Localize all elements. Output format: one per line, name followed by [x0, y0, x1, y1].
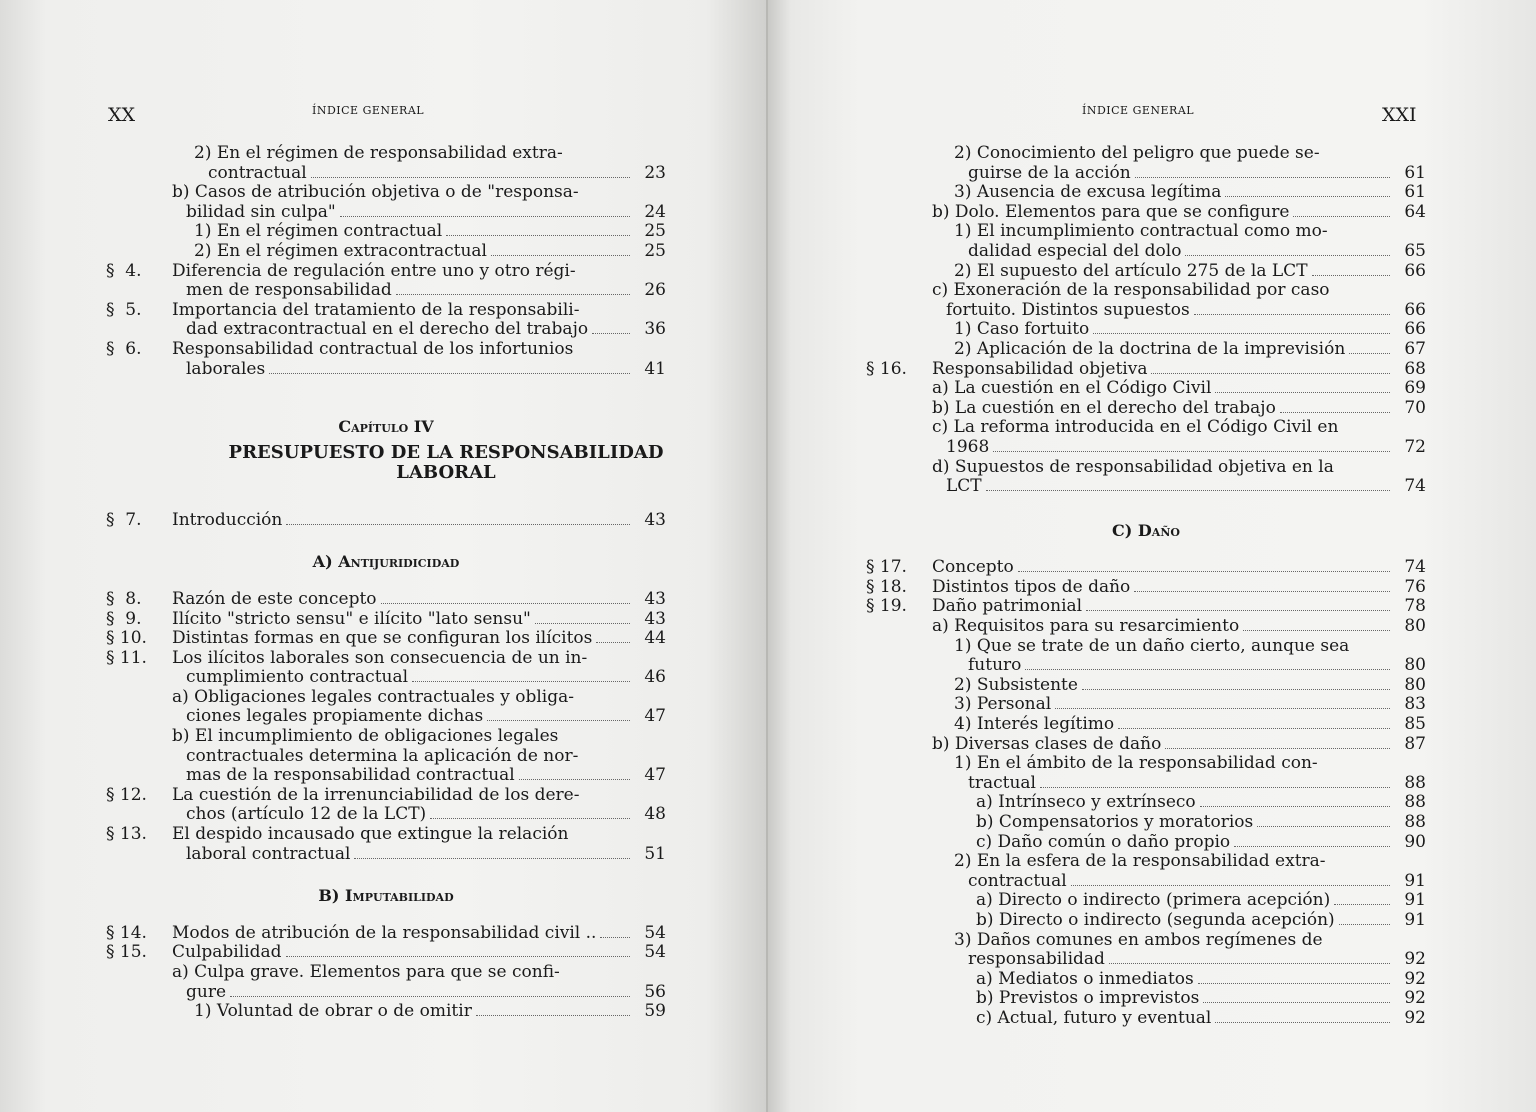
dot-leader: [1151, 373, 1390, 374]
toc-group: [106, 924, 666, 1022]
page-ref: 46: [644, 667, 666, 688]
section-number: § 12.: [106, 784, 147, 805]
page-ref: 54: [644, 942, 666, 963]
dot-leader: [993, 451, 1390, 452]
right-page: [768, 0, 1536, 1112]
page-ref: 65: [1404, 240, 1426, 261]
entry-text: El despido incausado que extingue la relación: [172, 824, 569, 845]
entry-text: ciones legales propiamente dichas: [186, 706, 484, 727]
entry-text: Introducción: [172, 509, 283, 530]
entry-text: gure: [186, 981, 227, 1002]
dot-leader: [476, 1015, 630, 1016]
entry-text: 2) Aplicación de la doctrina de la imprevisión: [954, 338, 1346, 359]
page-ref: 41: [644, 358, 666, 379]
chapter-label: Capítulo IV: [338, 417, 434, 437]
dot-leader: [1215, 392, 1390, 393]
toc-entry: [866, 281, 1426, 320]
dot-leader: [1200, 806, 1390, 807]
dot-leader: [487, 720, 630, 721]
entry-text: responsabilidad: [968, 949, 1105, 970]
entry-text: d) Supuestos de responsabilidad objetiva en la: [932, 456, 1334, 477]
page-number-left: XX: [108, 104, 136, 126]
entry-text: futuro: [968, 655, 1022, 676]
dot-leader: [1135, 177, 1390, 178]
dot-leader: [1093, 333, 1390, 334]
dot-leader: [430, 818, 630, 819]
section-number: § 18.: [866, 576, 907, 597]
section-heading-antijuridicidad: A) Antijuridicidad: [312, 552, 460, 572]
page-ref: 36: [644, 319, 666, 340]
page-ref: 88: [1404, 792, 1426, 813]
dot-leader: [412, 681, 630, 682]
page-ref: 61: [1404, 162, 1426, 183]
entry-text: Responsabilidad objetiva: [932, 358, 1148, 379]
entry-text: 1) En el régimen contractual: [194, 221, 443, 242]
dot-leader: [354, 858, 630, 859]
toc-left-column: [106, 144, 666, 1022]
entry-text: c) La reforma introducida en el Código Civil en: [932, 417, 1339, 438]
toc-entry: [106, 511, 666, 531]
entry-text: Diferencia de regulación entre uno y otro régi-: [172, 260, 576, 281]
entry-text: 2) El supuesto del artículo 275 de la LCT: [954, 260, 1308, 281]
entry-text: Ilícito "stricto sensu" e ilícito "lato sensu": [172, 608, 531, 629]
entry-text: 3) Ausencia de excusa legítima: [954, 182, 1222, 203]
dot-leader: [1025, 669, 1390, 670]
toc-entry: [106, 590, 666, 610]
dot-leader: [1118, 728, 1390, 729]
entry-text: a) Culpa grave. Elementos para que se confi-: [172, 962, 560, 982]
toc-entry: [866, 911, 1426, 931]
entry-text: a) Obligaciones legales contractuales y obliga-: [172, 686, 574, 707]
toc-entry: [866, 597, 1426, 617]
page-ref: 67: [1404, 338, 1426, 359]
entry-text: contractuales determina la aplicación de nor-: [186, 745, 579, 766]
section-number: § 11.: [106, 647, 147, 668]
toc-entry: [866, 203, 1426, 223]
entry-text: Concepto: [932, 557, 1014, 578]
toc-entry: [106, 943, 666, 963]
entry-text: b) Directo o indirecto (segunda acepción): [976, 909, 1335, 930]
section-number: § 17.: [866, 557, 907, 578]
entry-text: 2) En la esfera de la responsabilidad extra-: [954, 851, 1326, 872]
page-ref: 48: [644, 804, 666, 825]
entry-text: dalidad especial del dolo: [968, 240, 1182, 261]
page-ref: 54: [644, 922, 666, 943]
entry-text: 1) Caso fortuito: [954, 319, 1090, 340]
dot-leader: [600, 937, 630, 938]
toc-entry: [866, 340, 1426, 360]
dot-leader: [1185, 255, 1390, 256]
dot-leader: [340, 216, 630, 217]
toc-entry: [866, 399, 1426, 419]
page-ref: 26: [644, 280, 666, 301]
toc-entry: [106, 727, 666, 786]
toc-entry: [106, 222, 666, 242]
toc-entry: [866, 379, 1426, 399]
dot-leader: [519, 779, 630, 780]
page-ref: 59: [644, 1001, 666, 1022]
entry-text: tractual: [968, 772, 1036, 793]
toc-entry: [866, 676, 1426, 696]
entry-text: cumplimiento contractual: [186, 667, 409, 688]
page-ref: 69: [1404, 378, 1426, 399]
dot-leader: [1312, 275, 1390, 276]
entry-text: b) Casos de atribución objetiva o de "responsa-: [172, 182, 579, 203]
entry-text: dad extracontractual en el derecho del trabajo: [186, 319, 589, 340]
entry-text: contractual: [968, 870, 1067, 891]
toc-entry: [106, 649, 666, 688]
entry-text: a) Requisitos para su resarcimiento: [932, 616, 1240, 637]
entry-text: Distintos tipos de daño: [932, 576, 1131, 597]
toc-entry: [866, 262, 1426, 282]
section-number: § 19.: [866, 596, 907, 617]
toc-entry: [866, 754, 1426, 793]
dot-leader: [1257, 826, 1390, 827]
toc-entry: [866, 695, 1426, 715]
page-ref: 91: [1404, 890, 1426, 911]
page-ref: 91: [1404, 870, 1426, 891]
dot-leader: [1215, 1022, 1390, 1023]
dot-leader: [446, 235, 630, 236]
entry-text: 2) En el régimen extracontractual: [194, 240, 487, 261]
page-ref: 85: [1404, 714, 1426, 735]
dot-leader: [592, 333, 630, 334]
toc-entry: [106, 786, 666, 825]
toc-entry: [866, 891, 1426, 911]
dot-leader: [396, 294, 630, 295]
page-ref: 87: [1404, 733, 1426, 754]
entry-text: a) Mediatos o inmediatos: [976, 968, 1194, 989]
page-ref: 78: [1404, 596, 1426, 617]
dot-leader: [1243, 630, 1390, 631]
page-ref: 25: [644, 221, 666, 242]
running-head-left: ÍNDICE GENERAL: [312, 104, 425, 117]
page-ref: 92: [1404, 949, 1426, 970]
toc-entry: [866, 458, 1426, 497]
section-number: § 13.: [106, 824, 147, 845]
page-ref: 43: [644, 608, 666, 629]
toc-entry: [866, 735, 1426, 755]
page-ref: 80: [1404, 674, 1426, 695]
section-number: § 16.: [866, 358, 907, 379]
dot-leader: [1071, 885, 1390, 886]
entry-text: Culpabilidad: [172, 942, 282, 963]
page-ref: 51: [644, 843, 666, 864]
dot-leader: [311, 177, 630, 178]
toc-group: [866, 558, 1426, 1028]
toc-entry: [866, 931, 1426, 970]
entry-text: a) Directo o indirecto (primera acepción): [976, 890, 1331, 911]
entry-text: guirse de la acción: [968, 162, 1131, 183]
page-ref: 43: [644, 509, 666, 530]
toc-entry: [106, 183, 666, 222]
toc-entry: [106, 924, 666, 944]
page-ref: 24: [644, 201, 666, 222]
entry-text: 1) Que se trate de un daño cierto, aunque sea: [954, 635, 1350, 656]
page-ref: 74: [1404, 557, 1426, 578]
toc-entry: [106, 340, 666, 379]
toc-entry: [866, 833, 1426, 853]
section-number: § 8.: [106, 588, 142, 609]
entry-text: 1968: [946, 436, 990, 457]
entry-text: Responsabilidad contractual de los infortunios: [172, 338, 574, 359]
dot-leader: [535, 623, 630, 624]
dot-leader: [596, 642, 630, 643]
page-ref: 90: [1404, 831, 1426, 852]
page-ref: 64: [1404, 201, 1426, 222]
page-ref: 70: [1404, 397, 1426, 418]
dot-leader: [1225, 196, 1390, 197]
dot-leader: [1194, 314, 1390, 315]
section-heading-dano: C) Daño: [1112, 520, 1180, 540]
dot-leader: [1165, 748, 1390, 749]
page-ref: 44: [644, 628, 666, 649]
toc-entry: [866, 183, 1426, 203]
page-ref: 88: [1404, 812, 1426, 832]
page-ref: 25: [644, 240, 666, 261]
dot-leader: [286, 524, 630, 525]
section-number: § 15.: [106, 942, 147, 963]
toc-entry: [106, 262, 666, 301]
toc-entry: [866, 970, 1426, 990]
section-number: § 14.: [106, 922, 147, 943]
toc-entry: [866, 617, 1426, 637]
toc-right-column: [866, 144, 1426, 1029]
entry-text: chos (artículo 12 de la LCT): [186, 804, 427, 825]
entry-text: Daño patrimonial: [932, 596, 1083, 617]
toc-entry: [866, 320, 1426, 340]
section-number: § 9.: [106, 608, 142, 629]
entry-text: Modos de atribución de la responsabilidad civil ..: [172, 922, 597, 943]
toc-entry: [866, 715, 1426, 735]
entry-text: a) La cuestión en el Código Civil: [932, 378, 1212, 399]
page-number-right: XXI: [1382, 104, 1417, 126]
toc-entry: [866, 1009, 1426, 1029]
toc-group: [866, 144, 1426, 497]
page-ref: 43: [644, 588, 666, 609]
page-ref: 83: [1404, 694, 1426, 715]
section-number: § 6.: [106, 338, 142, 359]
page-ref: 88: [1404, 772, 1426, 793]
dot-leader: [1203, 1002, 1390, 1003]
toc-entry: [866, 813, 1426, 833]
dot-leader: [1086, 610, 1390, 611]
page-ref: 91: [1404, 909, 1426, 930]
entry-text: 1) Voluntad de obrar o de omitir: [194, 1001, 472, 1022]
dot-leader: [1349, 353, 1390, 354]
entry-text: laboral contractual: [186, 843, 351, 864]
dot-leader: [230, 996, 630, 997]
dot-leader: [1082, 689, 1390, 690]
entry-text: Razón de este concepto: [172, 588, 377, 609]
entry-text: 4) Interés legítimo: [954, 714, 1115, 735]
toc-entry: [866, 360, 1426, 380]
page-ref: 56: [644, 981, 666, 1002]
toc-group: [106, 511, 666, 531]
dot-leader: [381, 603, 630, 604]
toc-entry: [866, 852, 1426, 891]
entry-text: mas de la responsabilidad contractual: [186, 765, 515, 786]
entry-text: b) El incumplimiento de obligaciones legales: [172, 726, 559, 747]
entry-text: laborales: [186, 358, 266, 379]
dot-leader: [1280, 412, 1390, 413]
page-ref: 92: [1404, 988, 1426, 1009]
toc-entry: [106, 963, 666, 1002]
section-number: § 10.: [106, 628, 147, 649]
entry-text: LCT: [946, 476, 982, 497]
dot-leader: [1109, 963, 1390, 964]
entry-text: Importancia del tratamiento de la responsabili-: [172, 299, 580, 320]
page-ref: 92: [1404, 1007, 1426, 1028]
dot-leader: [1018, 571, 1390, 572]
dot-leader: [1198, 983, 1390, 984]
page-ref: 47: [644, 765, 666, 786]
entry-text: bilidad sin culpa": [186, 201, 336, 222]
page-ref: 80: [1404, 616, 1426, 637]
entry-text: c) Daño común o daño propio: [976, 831, 1231, 852]
entry-text: Los ilícitos laborales son consecuencia de un in-: [172, 647, 588, 668]
entry-text: c) Actual, futuro y eventual: [976, 1007, 1212, 1028]
toc-entry: [106, 629, 666, 649]
page-ref: 68: [1404, 358, 1426, 379]
section-number: § 5.: [106, 299, 142, 320]
entry-text: 2) En el régimen de responsabilidad extra-: [194, 143, 563, 163]
toc-entry: [106, 144, 666, 183]
entry-text: Distintas formas en que se configuran los ilícitos: [172, 628, 593, 649]
section-number: § 7.: [106, 509, 142, 530]
toc-entry: [866, 637, 1426, 676]
toc-entry: [106, 301, 666, 340]
dot-leader: [286, 956, 630, 957]
toc-entry: [106, 610, 666, 630]
toc-entry: [866, 558, 1426, 578]
dot-leader: [269, 373, 630, 374]
section-number: § 4.: [106, 260, 142, 281]
dot-leader: [986, 490, 1390, 491]
section-heading-imputabilidad: B) Imputabilidad: [318, 886, 454, 906]
entry-text: b) Compensatorios y moratorios: [976, 812, 1254, 832]
entry-text: La cuestión de la irrenunciabilidad de los dere-: [172, 784, 580, 805]
page-ref: 66: [1404, 319, 1426, 340]
toc-entry: [106, 688, 666, 727]
dot-leader: [1040, 787, 1390, 788]
entry-text: c) Exoneración de la responsabilidad por caso: [932, 280, 1330, 301]
entry-text: b) Dolo. Elementos para que se configure: [932, 201, 1290, 222]
running-head-right: ÍNDICE GENERAL: [1082, 104, 1195, 117]
page-ref: 92: [1404, 968, 1426, 989]
entry-text: 2) Conocimiento del peligro que puede se-: [954, 143, 1320, 163]
toc-entry: [866, 418, 1426, 457]
page-ref: 80: [1404, 655, 1426, 676]
page-ref: 74: [1404, 476, 1426, 497]
chapter-title: PRESUPUESTO DE LA RESPONSABILIDAD LABORAL: [228, 441, 664, 483]
toc-entry: [866, 989, 1426, 1009]
page-ref: 76: [1404, 576, 1426, 597]
toc-entry: [866, 578, 1426, 598]
toc-entry: [866, 793, 1426, 813]
entry-text: 1) El incumplimiento contractual como mo-: [954, 221, 1328, 242]
page-ref: 23: [644, 162, 666, 183]
entry-text: contractual: [208, 162, 307, 183]
toc-entry: [106, 1002, 666, 1022]
toc-entry: [866, 144, 1426, 183]
dot-leader: [1293, 216, 1390, 217]
entry-text: b) Diversas clases de daño: [932, 733, 1162, 754]
entry-text: fortuito. Distintos supuestos: [946, 299, 1190, 320]
toc-entry: [106, 242, 666, 262]
dot-leader: [491, 255, 630, 256]
page-ref: 47: [644, 706, 666, 727]
entry-text: 2) Subsistente: [954, 674, 1078, 695]
toc-entry: [106, 825, 666, 864]
entry-text: 3) Personal: [954, 694, 1052, 715]
page-ref: 61: [1404, 182, 1426, 203]
entry-text: men de responsabilidad: [186, 280, 392, 301]
entry-text: 1) En el ámbito de la responsabilidad con-: [954, 753, 1318, 774]
dot-leader: [1234, 846, 1390, 847]
entry-text: a) Intrínseco y extrínseco: [976, 792, 1196, 813]
toc-group: [106, 144, 666, 379]
dot-leader: [1334, 904, 1390, 905]
page-ref: 66: [1404, 299, 1426, 320]
page-ref: 66: [1404, 260, 1426, 281]
dot-leader: [1055, 708, 1390, 709]
entry-text: 3) Daños comunes en ambos regímenes de: [954, 929, 1323, 950]
toc-entry: [866, 222, 1426, 261]
entry-text: b) La cuestión en el derecho del trabajo: [932, 397, 1276, 418]
dot-leader: [1134, 591, 1390, 592]
entry-text: b) Previstos o imprevistos: [976, 988, 1200, 1009]
dot-leader: [1339, 924, 1390, 925]
toc-group: [106, 590, 666, 864]
page-ref: 72: [1404, 436, 1426, 457]
